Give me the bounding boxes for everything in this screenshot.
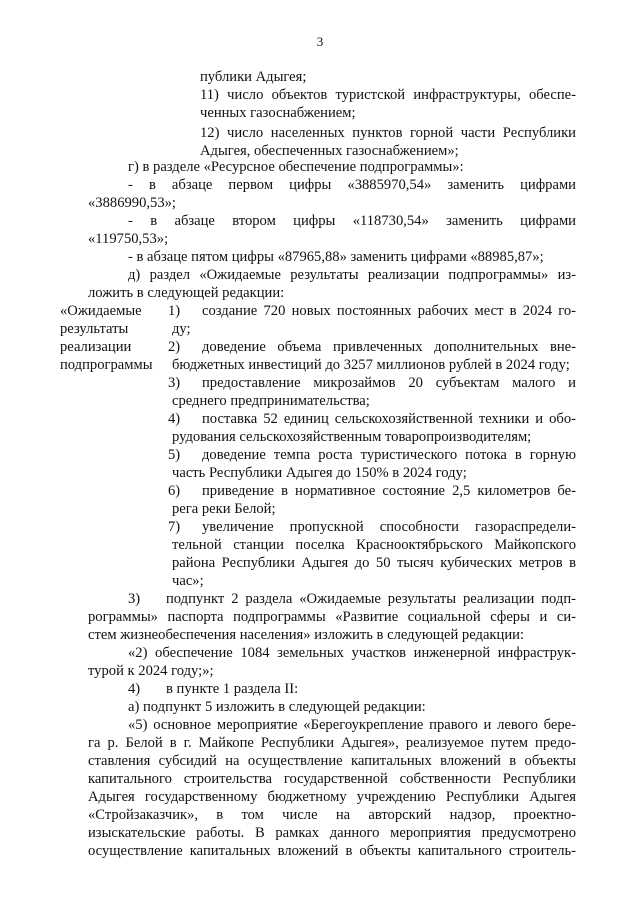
text-line: предоставление микрозаймов 20 субъектам малого и [202,375,576,391]
text-line: 4) [128,681,141,697]
text-line: рудования сельскохозяйственным товаропроизводителям; [172,429,532,445]
text-line: бюджетных инвестиций до 3257 миллионов рублей в 2024 году; [172,357,570,373]
text-line: - в абзаце первом цифры «3885970,54» заменить цифрами [128,177,576,193]
text-line: рега реки Белой; [172,501,276,517]
text-line: Адыгея государственному бюджетному учреждению Республики Адыгея [88,789,576,805]
page-number: 3 [316,34,324,49]
text-line: 11) число объектов туристской инфраструктуры, обеспе- [200,87,576,103]
text-line: а) подпункт 5 изложить в следующей редакции: [128,699,426,715]
text-line: изыскательские работы. В рамках данного мероприятия предусмотрено [88,825,576,841]
text-line: рограммы» паспорта подпрограммы «Развитие социальной сферы и си- [88,609,576,625]
text-line: 5) [168,447,181,463]
text-line: часть Республики Адыгея до 150% в 2024 году; [172,465,467,481]
text-line: реализации [60,339,132,355]
text-line: «3886990,53»; [88,195,176,211]
text-line: увеличение пропускной способности газораспредели- [202,519,576,535]
text-line: капитального строительства государственной собственности Республики [88,771,576,787]
text-line: публики Адыгея; [200,69,307,85]
text-line: 1) [168,303,181,319]
text-line: осуществление капитальных вложений в объекты капитального строитель- [88,843,576,859]
text-line: результаты [60,321,129,337]
text-line: доведение темпа роста туристического потока в горную [202,447,576,463]
text-line: в пункте 1 раздела II: [166,681,299,697]
text-line: 2) [168,339,181,355]
text-line: ставления субсидий на осуществление капитальных вложений в объекты [88,753,576,769]
text-line: «2) обеспечение 1084 земельных участков инженерной инфраструк- [128,645,576,661]
text-line: создание 720 новых постоянных рабочих мест в 2024 го- [202,303,576,319]
text-line: «119750,53»; [88,231,169,247]
text-line: района Республики Адыгея до 50 тысяч кубических метров в [172,555,576,571]
text-line: 12) число населенных пунктов горной части Республики [200,125,576,141]
text-line: га р. Белой в г. Майкопе Республики Адыгея», реализуемое путем предо- [88,735,576,751]
text-line: «Ожидаемые [60,303,142,319]
text-line: турой к 2024 году;»; [88,663,214,679]
text-line: г) в разделе «Ресурсное обеспечение подпрограммы»: [128,159,464,175]
text-line: д) раздел «Ожидаемые результаты реализации подпрограммы» из- [128,267,576,283]
text-line: тельной станции поселка Краснооктябрьского Майкопского [172,537,576,553]
text-line: - в абзаце пятом цифры «87965,88» заменить цифрами «88985,87»; [128,249,544,265]
text-line: 3) [128,591,141,607]
text-line: 4) [168,411,181,427]
text-line: стем жизнеобеспечения населения» изложить в следующей редакции: [88,627,524,643]
text-line: 3) [168,375,181,391]
text-line: подпункт 2 раздела «Ожидаемые результаты реализации подп- [166,591,576,607]
text-line: час»; [172,573,204,589]
text-line: - в абзаце втором цифры «118730,54» заменить цифрами [128,213,576,229]
text-line: приведение в нормативное состояние 2,5 километров бе- [202,483,576,499]
text-line: подпрограммы [60,357,153,373]
text-line: 7) [168,519,181,535]
text-line: 6) [168,483,181,499]
text-line: поставка 52 единиц сельскохозяйственной техники и обо- [202,411,576,427]
text-line: ченных газоснабжением; [200,105,356,121]
text-line: Адыгея, обеспеченных газоснабжением»; [200,143,459,159]
text-line: среднего предпринимательства; [172,393,370,409]
text-line: «Стройзаказчик», в том числе на авторский надзор, проектно- [88,807,576,823]
text-line: ду; [172,321,191,337]
text-line: ложить в следующей редакции: [88,285,285,301]
text-line: «5) основное мероприятие «Берегоукрепление правого и левого бере- [128,717,576,733]
text-line: доведение объема привлеченных дополнительных вне- [202,339,576,355]
